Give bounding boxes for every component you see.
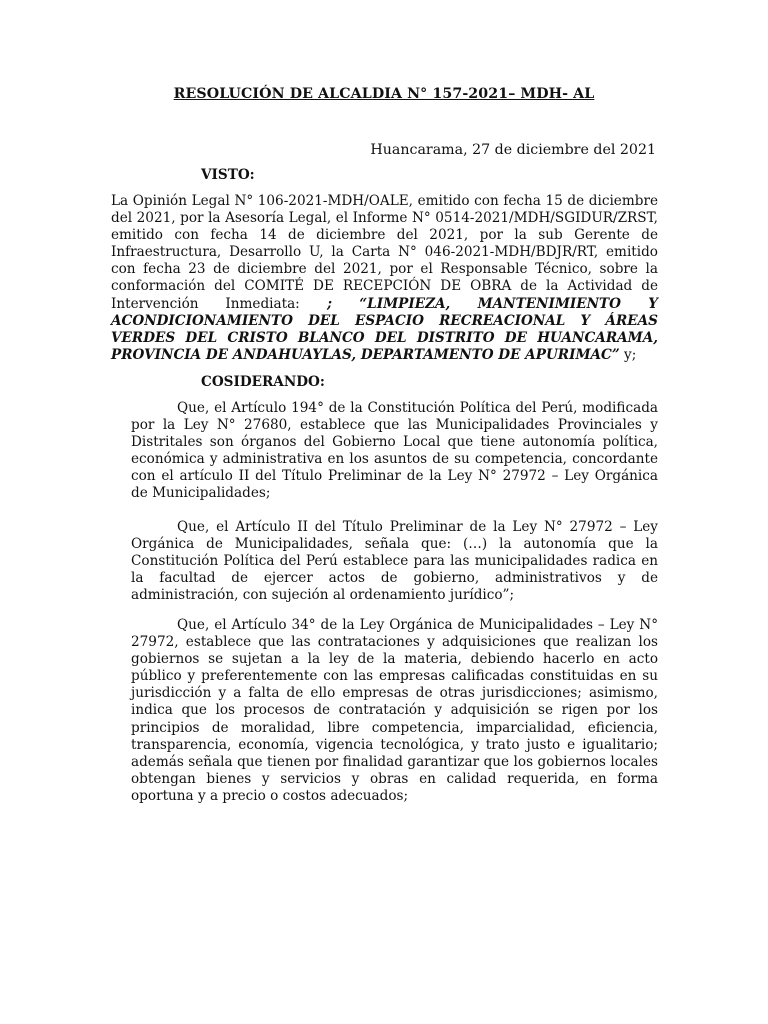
considerando-paragraph-1: Que, el Artículo 194° de la Constitución Política del Perú, modificada por la Ley N° 27680, establece que las Municipalidades Provinciales y Distritales son órganos del Gobierno Local que tiene autonomía política, económica y administrativa en los asuntos de su competencia, concordante con el artículo II del Título Preliminar de la Ley N° 27972 – Ley Orgánica de Municipalidades; — [131, 400, 658, 502]
considerando-paragraph-2: Que, el Artículo II del Título Preliminar de la Ley N° 27972 – Ley Orgánica de Municipalidades, señala que: (…) la autonomía que la Constitución Política del Perú establece para las municipalidades radica en la facultad de ejercer actos de gobierno, administrativos y de administración, con sujeción al ordenamiento jurídico”; — [131, 519, 658, 604]
resolution-title: RESOLUCIÓN DE ALCALDIA N° 157-2021– MDH- AL — [173, 86, 595, 102]
visto-text-plain: La Opinión Legal N° 106-2021-MDH/OALE, emitido con fecha 15 de diciembre del 2021, por la Asesoría Legal, el Informe N° 0514-2021/MDH/SGIDUR/ZRST, emitido con fecha 14 de diciembre del 2021, por la sub Gerente de Infraestructura, Desarrollo U, la Carta N° 046-2021-MDH/BDJR/RT, emitido con fecha 23 de diciembre del 2021, por el Responsable Técnico, sobre la conformación del COMITÉ DE RECEPCIÓN DE OBRA de la Actividad de Intervención Inmediata: — [111, 193, 658, 312]
visto-text-emphasis: ; “LIMPIEZA, MANTENIMIENTO Y ACONDICIONAMIENTO DEL ESPACIO RECREACIONAL Y ÁREAS VERDES DEL CRISTO BLANCO DEL DISTRITO DE HUANCARAMA, PROVINCIA DE ANDAHUAYLAS, DEPARTAMENTO DE APURIMAC” — [111, 295, 658, 363]
visto-paragraph — [111, 193, 658, 364]
place-date: Huancarama, 27 de diciembre del 2021 — [370, 142, 656, 158]
considerando-heading: COSIDERANDO: — [201, 374, 325, 390]
visto-text-end: y; — [619, 346, 637, 363]
visto-heading: VISTO: — [201, 167, 255, 183]
considerando-paragraph-3: Que, el Artículo 34° de la Ley Orgánica de Municipalidades – Ley N° 27972, establece que las contrataciones y adquisiciones que realizan los gobiernos se sujetan a la ley de la materia, debiendo hacerlo en acto público y preferentemente con las empresas calificadas constituidas en su jurisdicción y a falta de ello empresas de otras jurisdicciones; asimismo, indica que los procesos de contratación y adquisición se rigen por los principios de moralidad, libre competencia, imparcialidad, eficiencia, transparencia, economía, vigencia tecnológica, y trato justo e igualitario; además señala que tienen por finalidad garantizar que los gobiernos locales obtengan bienes y servicios y obras en calidad requerida, en forma oportuna y a precio o costos adecuados; — [131, 617, 658, 804]
